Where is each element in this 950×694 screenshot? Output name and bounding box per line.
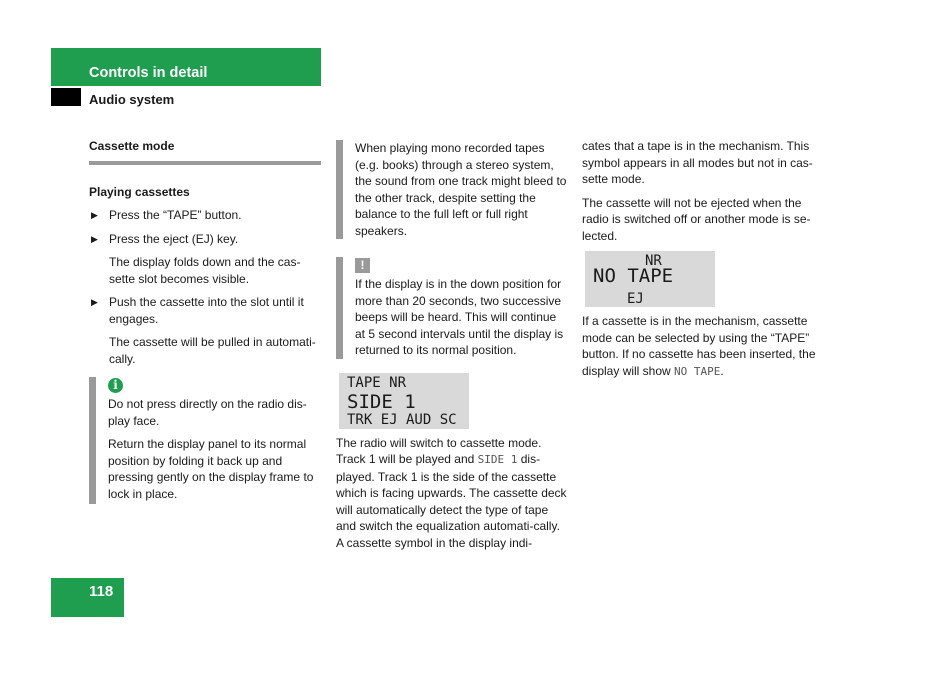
step-result: The cassette will be pulled in automati-cally.	[109, 335, 316, 366]
step-item	[89, 207, 321, 224]
column-middle	[336, 138, 568, 558]
body-text-part: dis-played. Track 1 is the side of the cassette which is facing upwards. The cassette deck will automatically detect the type of tape and switch the equalization automati-cally. A cassette symbol in the display indi-	[336, 452, 567, 550]
note-text: When playing mono recorded tapes (e.g. books) through a stereo system, the sound from one track might bleed to the other track, despite setting the balance to the full left or full right speakers.	[355, 141, 567, 238]
body-text-part: .	[720, 363, 724, 378]
chapter-title: Controls in detail	[89, 65, 208, 81]
bullet-triangle-icon: ▶	[91, 297, 98, 307]
info-icon: i	[108, 378, 123, 393]
step-result: The display folds down and the cas-sette slot becomes visible.	[109, 255, 301, 286]
body-text-part: If a cassette is in the mechanism, cassette mode can be selected by using the “TAPE” button. If no cassette has been inserted, the display will show	[582, 314, 816, 378]
body-text: cates that a tape is in the mechanism. This symbol appears in all modes but not in cas-sette mode.	[582, 139, 813, 186]
info-note	[89, 377, 321, 504]
column-right	[582, 138, 816, 387]
warning-note	[336, 257, 568, 359]
column-left	[89, 138, 321, 504]
radio-display	[339, 373, 469, 429]
step-item	[89, 294, 321, 327]
bullet-triangle-icon: ▶	[91, 233, 98, 244]
display-line-3: TRK EJ AUD SC	[347, 411, 457, 428]
body-text: The cassette will not be ejected when the radio is switched off or another mode is se-lected.	[582, 195, 811, 243]
display-line-3: EJ	[627, 291, 644, 307]
display-line-1: NR	[645, 253, 662, 269]
inline-display-text: NO TAPE	[674, 364, 721, 378]
display-line-1: TAPE NR	[347, 374, 407, 391]
body-text-part: The radio will switch to cassette mode. Track 1 will be played and	[336, 435, 542, 466]
warning-text: If the display is in the down position for more than 20 seconds, two successive beeps will be heard. This will continue at 5 second intervals until the display is returned to its normal position.	[355, 277, 564, 357]
body-text	[582, 313, 816, 380]
display-line-2: SIDE 1	[347, 390, 416, 413]
step-text: Push the cassette into the slot until it engages.	[109, 295, 304, 326]
step-text: Press the “TAPE” button.	[109, 208, 242, 222]
page-number: 118	[89, 583, 114, 600]
subheading: Playing cassettes	[89, 184, 190, 199]
note-text: Do not press directly on the radio dis-play face.	[108, 397, 307, 428]
step-item	[89, 231, 321, 248]
radio-display	[585, 251, 715, 307]
note-text: Return the display panel to its normal position by folding it back up and pressing gently on the display frame to lock in place.	[108, 437, 314, 501]
body-text	[336, 435, 568, 552]
section-marker	[51, 88, 81, 106]
mono-note	[336, 140, 568, 239]
display-line-2: NO TAPE	[593, 265, 674, 287]
warning-icon: !	[355, 258, 370, 273]
inline-display-text: SIDE 1	[477, 453, 518, 466]
section-title: Audio system	[89, 92, 175, 107]
section-heading: Cassette mode	[89, 138, 321, 165]
bullet-triangle-icon: ▶	[91, 210, 98, 220]
step-text: Press the eject (EJ) key.	[109, 231, 239, 246]
